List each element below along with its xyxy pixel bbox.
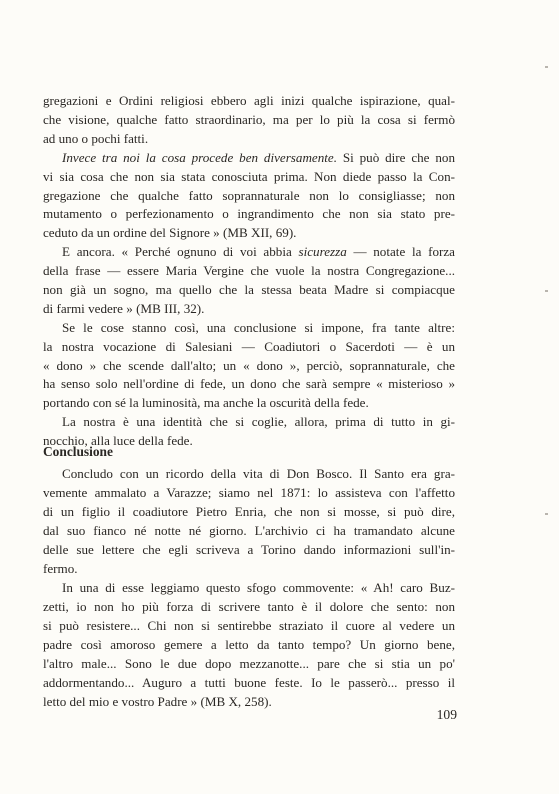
text-line: ha senso solo nell'ordine di fede, un dono che sarà sempre « misterioso » [43, 376, 455, 391]
text-line: delle sue lettere che egli scriveva a Torino dando informazioni sull'in- [43, 542, 455, 557]
text-line: vi sia cosa che non sia stata conosciuta prima. Non diede passo la Con- [43, 169, 455, 184]
text-line: « dono » che scende dall'alto; un « dono », perciò, soprannaturale, che [43, 358, 455, 373]
text-line: l'altro male... Sono le due dopo mezzanotte... pare che si stia un po' [43, 656, 455, 671]
text-span: E ancora. « Perché ognuno di voi abbia [62, 244, 299, 259]
text-line: la nostra vocazione di Salesiani — Coadiutori o Sacerdoti — è un [43, 339, 455, 354]
italic-text: sicurezza [298, 244, 347, 259]
text-line: di un figlio il coadiutore Pietro Enria, che non si mosse, si può dire, [43, 504, 455, 519]
text-line: gregazione che qualche fatto soprannaturale non lo consigliasse; non [43, 188, 455, 203]
text-line: si può resistere... Chi non si sentirebbe straziato il cuore al vedere un [43, 618, 455, 633]
text-line: Se le cose stanno così, una conclusione si impone, fra tante altre: [62, 320, 455, 335]
page-number: 109 [436, 707, 457, 722]
scan-mark [545, 290, 548, 292]
text-line: di farmi vedere » (MB III, 32). [43, 301, 205, 316]
text-span: — notate la forza [346, 244, 455, 259]
text-line: addormentando... Auguro a tutti buone feste. Io le passerò... presso il [43, 675, 455, 690]
text-line: portando con sé la luminosità, ma anche la oscurità della fede. [43, 395, 369, 410]
section-heading: Conclusione [43, 444, 113, 459]
text-line: fermo. [43, 561, 78, 576]
text-line: che visione, qualche fatto straordinario, ma per lo più la cosa si fermò [43, 112, 455, 127]
text-line: gregazioni e Ordini religiosi ebbero agli inizi qualche ispirazione, qual- [43, 93, 455, 108]
text-line [62, 242, 455, 261]
text-line: dal suo fianco né notte né giorno. L'archivio ci ha tramandato alcune [43, 523, 455, 538]
text-line: Concludo con un ricordo della vita di Don Bosco. Il Santo era gra- [62, 466, 455, 481]
text-line: mutamento o perfezionamento o ingrandimento che non sia stato pre- [43, 206, 455, 221]
text-line: letto del mio e vostro Padre » (MB X, 258). [43, 694, 272, 709]
text-line: nocchio, alla luce della fede. [43, 433, 193, 448]
text-line: vemente ammalato a Varazze; siamo nel 1871: lo assisteva con l'affetto [43, 485, 455, 500]
text-line: ceduto da un ordine del Signore » (MB XII, 69). [43, 225, 297, 240]
text-line [62, 148, 455, 167]
scan-mark [545, 66, 548, 68]
italic-text: Invece tra noi la cosa procede ben diversamente. [62, 150, 337, 165]
text-line: non già un sogno, ma quello che la stessa beata Madre si compiacque [43, 282, 455, 297]
text-span: Si può dire che non [337, 150, 455, 165]
text-line: La nostra è una identità che si coglie, allora, prima di tutto in gi- [62, 414, 455, 429]
text-line: padre così amoroso gemere a letto da tanto tempo? Un giorno bene, [43, 637, 455, 652]
scan-mark [545, 513, 548, 515]
text-line: della frase — essere Maria Vergine che vuole la nostra Congregazione... [43, 263, 455, 278]
text-line: ad uno o pochi fatti. [43, 131, 149, 146]
text-line: In una di esse leggiamo questo sfogo commovente: « Ah! caro Buz- [62, 580, 455, 595]
text-line: zetti, io non ho più forza di scrivere tanto è il dolore che sento: non [43, 599, 455, 614]
